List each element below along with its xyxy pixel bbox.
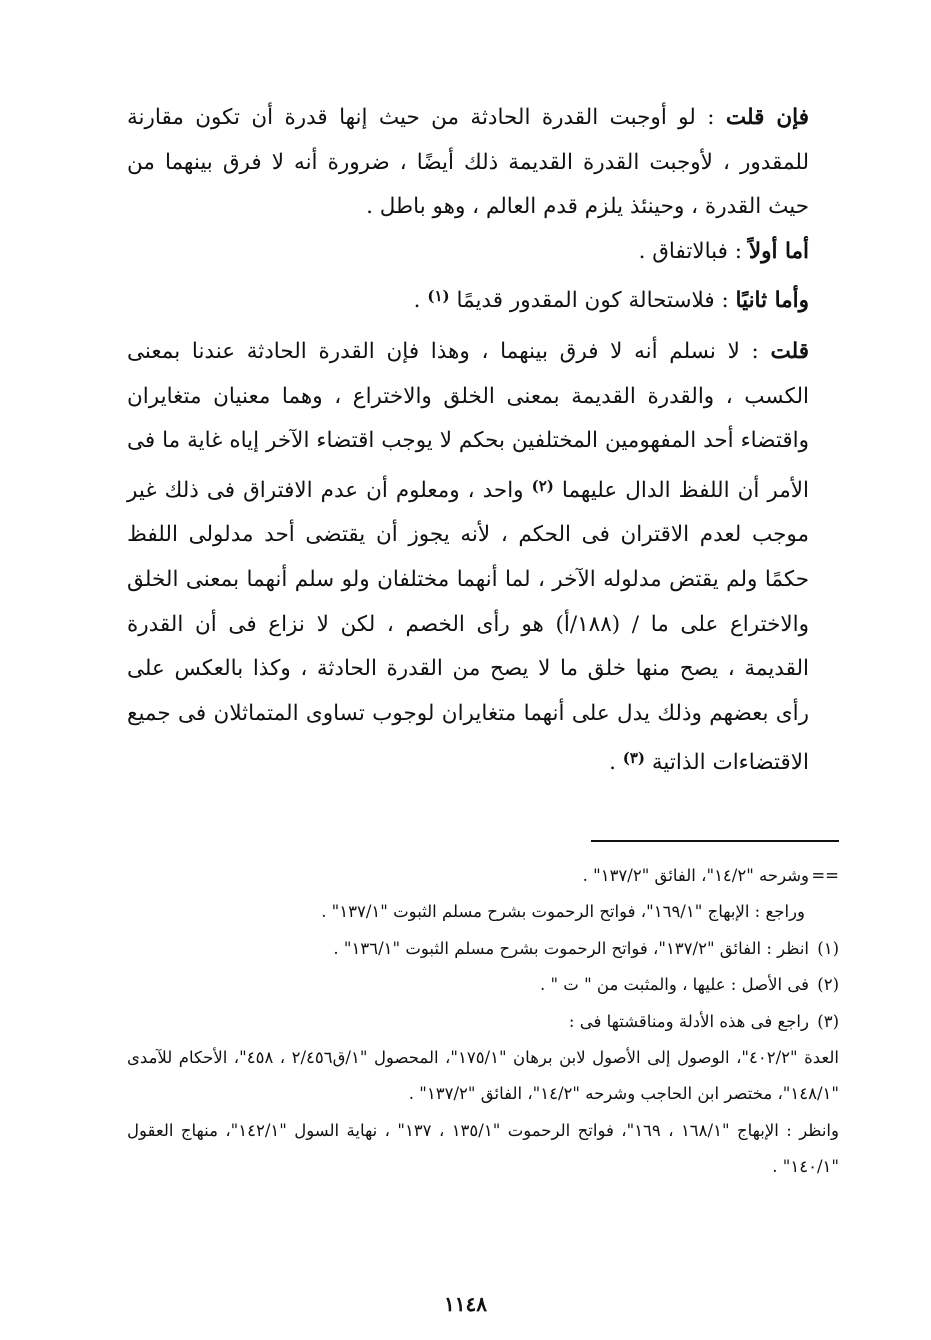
footnote-3-body	[127, 1040, 839, 1113]
paragraph-tail: .	[609, 750, 623, 776]
footnote-3-body	[127, 1113, 839, 1186]
footnote-1	[127, 931, 839, 967]
paragraph-lead: قلت	[770, 338, 809, 364]
footnote-ref-2: (٢)	[531, 476, 554, 495]
footnote-ref-3: (٣)	[622, 749, 646, 768]
footnote-continuation	[127, 858, 839, 894]
footnote-number: (١)	[817, 938, 839, 958]
footnote-3	[127, 1004, 839, 1040]
paragraph-reply	[127, 330, 839, 786]
footnote-number: (٣)	[817, 1011, 839, 1031]
paragraph-lead: فإن قلت	[725, 105, 809, 130]
page-number: ١١٤٨	[444, 1292, 487, 1316]
paragraph-text: : لا نسلم أنه لا فرق بينهما ، وهذا فإن القدرة الحادثة عندنا بمعنى الكسب ، والقدرة القديمة بمعنى الخلق والاختراع ، وهما معنيان متغايران واقتضاء أحد المفهومين المختلفين بحكم لا يوجب اقتضاء الآخر إياه غاية ما فى الأمر أن اللفظ الدال عليهما	[127, 338, 809, 503]
paragraph-text: : فلاستحالة كون المقدور قديمًا	[449, 288, 736, 314]
paragraph-first-answer	[127, 230, 839, 275]
paragraph-text: : فبالاتفاق .	[638, 238, 749, 264]
footnote-text: انظر : الفائق "١٣٧/٢"، فواتح الرحموت بشرح مسلم الثبوت "١٣٦/١" .	[333, 938, 809, 958]
footnote-text: العدة "٤٠٢/٢"، الوصول إلى الأصول لابن برهان "١٧٥/١"، المحصول "١/ق٢/٤٥٦ ، ٤٥٨"، الأحكام للآمدى "١٤٨/١"، مختصر ابن الحاجب وشرحه "١٤/٢"، الفائق "١٣٧/٢" .	[127, 1048, 839, 1104]
main-text	[127, 96, 839, 786]
footnote-2	[127, 967, 839, 1003]
paragraph-second-answer	[127, 274, 839, 324]
footnote-text: وانظر : الإبهاج "١٦٨/١ ، ١٦٩"، فواتح الرحموت "١٣٥/١ ، ١٣٧" ، نهاية السول "١٤٢/١"، منهاج العقول "١٤٠/١" .	[127, 1120, 839, 1177]
paragraph-lead: أما أولاً	[748, 238, 809, 264]
footnote-text: وراجع : الإبهاج "١٦٩/١"، فواتح الرحموت بشرح مسلم الثبوت "١٣٧/١" .	[321, 902, 805, 922]
footnote-ref-1: (١)	[427, 287, 450, 306]
paragraph-text: : لو أوجبت القدرة الحادثة من حيث إنها قدرة أن تكون مقارنة للمقدور ، لأوجبت القدرة القديمة ذلك أيضًا ، ضرورة أنه لا فرق بينهما من حيث القدرة ، وحينئذ يلزم قدم العالم ، وهو باطل .	[127, 105, 809, 220]
footnote-text: وشرحه "١٤/٢"، الفائق "١٣٧/٢" .	[582, 866, 809, 885]
footnote-text: راجع فى هذه الأدلة ومناقشتها فى :	[568, 1011, 809, 1031]
footnote-text: فى الأصل : عليها ، والمثبت من " ت " .	[539, 975, 809, 995]
footnote-number: (٢)	[817, 975, 839, 995]
paragraph-tail: .	[413, 288, 428, 314]
footnotes	[127, 858, 839, 1186]
paragraph-objection	[127, 96, 839, 230]
paragraph-text: واحد ، ومعلوم أن عدم الافتراق فى ذلك غير موجب لعدم الاقتران فى الحكم ، لأنه يجوز أن يقتضى أحد مدلولى اللفظ حكمًا ولم يقتض مدلوله الآخر ، لما أنهما مختلفان ولو سلم أنهما بمعنى الخلق والاختراع على ما / (١٨٨/أ) هو رأى الخصم ، لكن لا نزاع فى أن القدرة القديمة ، يصح منها خلق ما لا يصح من القدرة الحادثة ، وكذا بالعكس على رأى بعضهم وذلك يدل على أنهما متغايران لوجوب تساوى المتماثلان فى جميع الاقتضاءات الذاتية	[127, 477, 809, 776]
footnote-continuation-line	[127, 894, 839, 930]
continuation-marker: ==	[811, 866, 839, 885]
footnote-separator	[591, 840, 839, 842]
paragraph-lead: وأما ثانيًا	[735, 288, 809, 314]
